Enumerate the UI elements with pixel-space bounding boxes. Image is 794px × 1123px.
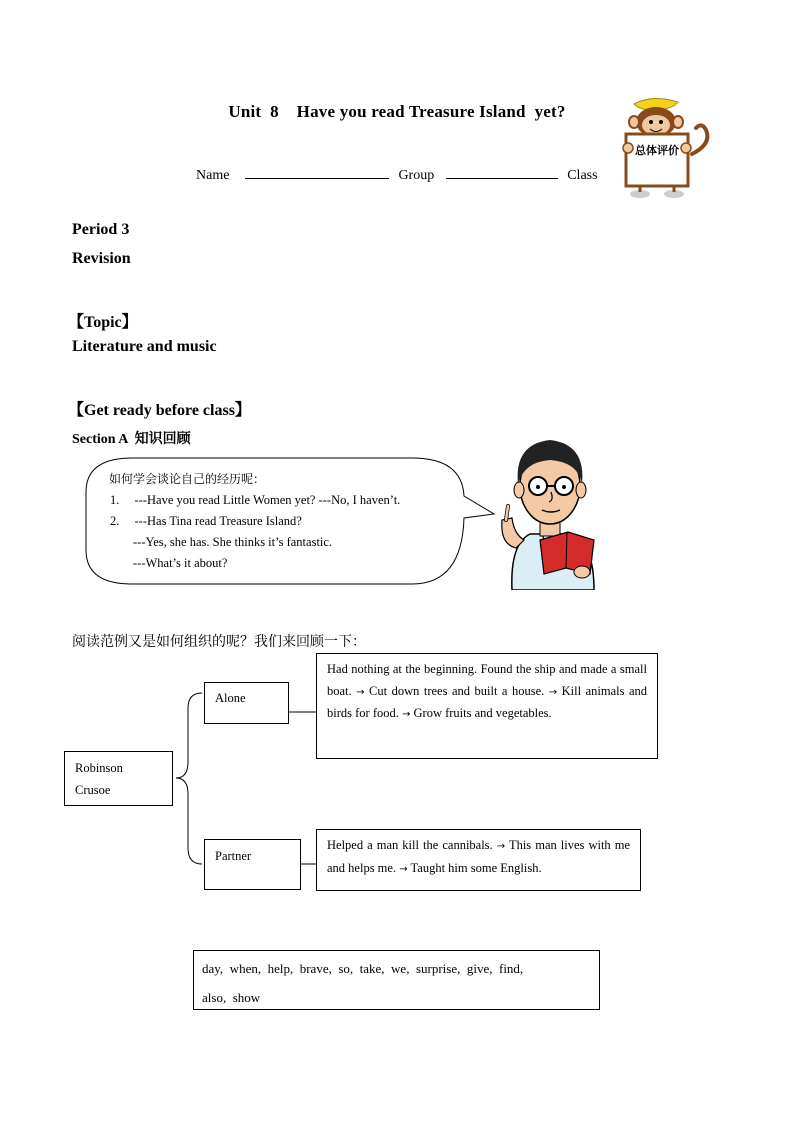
alone-step-3: Kill animals and birds for food. xyxy=(327,683,648,720)
partner-step-1: Helped a man kill the cannibals. xyxy=(327,838,497,852)
bubble-continuation-1: ---Yes, she has. She thinks it’s fantastic. xyxy=(133,535,333,549)
review-prompt: 阅读范例又是如何组织的呢？我们来回顾一下： xyxy=(72,634,366,650)
alone-step-1: Had nothing at the beginning. Found the ship and made a small boat. xyxy=(327,662,647,698)
arrow-icon: → xyxy=(399,863,408,875)
bubble-continuation-2: ---What’s it about? xyxy=(133,556,228,570)
get-ready-heading: 【Get ready before class】 xyxy=(68,402,251,419)
alone-step-4: Grow fruits and vegetables. xyxy=(413,706,552,720)
class-label: Class xyxy=(567,168,598,183)
topic-text: Literature and music xyxy=(72,338,217,355)
topic-heading: 【Topic】 xyxy=(68,314,138,331)
arrow-icon: → xyxy=(402,709,411,720)
bubble-item-number: 1. xyxy=(110,493,120,507)
mindmap-partner-detail xyxy=(317,830,640,885)
mindmap-root-box xyxy=(64,751,173,806)
badge-text: 总体评价 xyxy=(635,144,679,157)
page-title: Unit 8 Have you read Treasure Island yet? xyxy=(228,102,566,121)
arrow-icon: → xyxy=(548,686,558,698)
partner-step-3: Taught him some English. xyxy=(410,860,542,875)
mindmap-root-text: Robinson Crusoe xyxy=(75,761,123,797)
mindmap-partner-label: Partner xyxy=(215,849,252,863)
partner-step-2: This man lives with me and helps me. xyxy=(327,838,630,875)
revision-heading: Revision xyxy=(72,250,131,267)
group-label: Group xyxy=(398,168,435,183)
mindmap-partner-box xyxy=(204,839,301,890)
mindmap-alone-box xyxy=(204,682,289,724)
alone-step-2: Cut down trees and built a house. xyxy=(369,683,549,698)
name-label: Name xyxy=(196,168,230,183)
mindmap-alone-detail xyxy=(317,654,657,731)
word-bank-box xyxy=(193,950,600,1010)
period-heading: Period 3 xyxy=(72,221,130,238)
mindmap-partner-detail-box xyxy=(316,829,641,891)
word-bank-line-2: also, show xyxy=(202,990,261,1005)
mindmap-alone-label: Alone xyxy=(215,691,246,705)
arrow-icon: → xyxy=(496,841,506,852)
bubble-item-number: 2. xyxy=(110,514,120,528)
bubble-intro: 如何学会谈论自己的经历呢： xyxy=(109,472,266,486)
word-bank-line-1: day, when, help, brave, so, take, we, surprise, give, find, xyxy=(202,961,524,976)
bubble-item-text: ---Has Tina read Treasure Island? xyxy=(134,514,302,528)
bubble-item-text: ---Have you read Little Women yet? ---No, I haven’t. xyxy=(134,493,401,507)
mindmap-alone-detail-box xyxy=(316,653,658,759)
arrow-icon: → xyxy=(356,686,365,698)
section-a-heading: Section A 知识回顾 xyxy=(72,432,191,447)
